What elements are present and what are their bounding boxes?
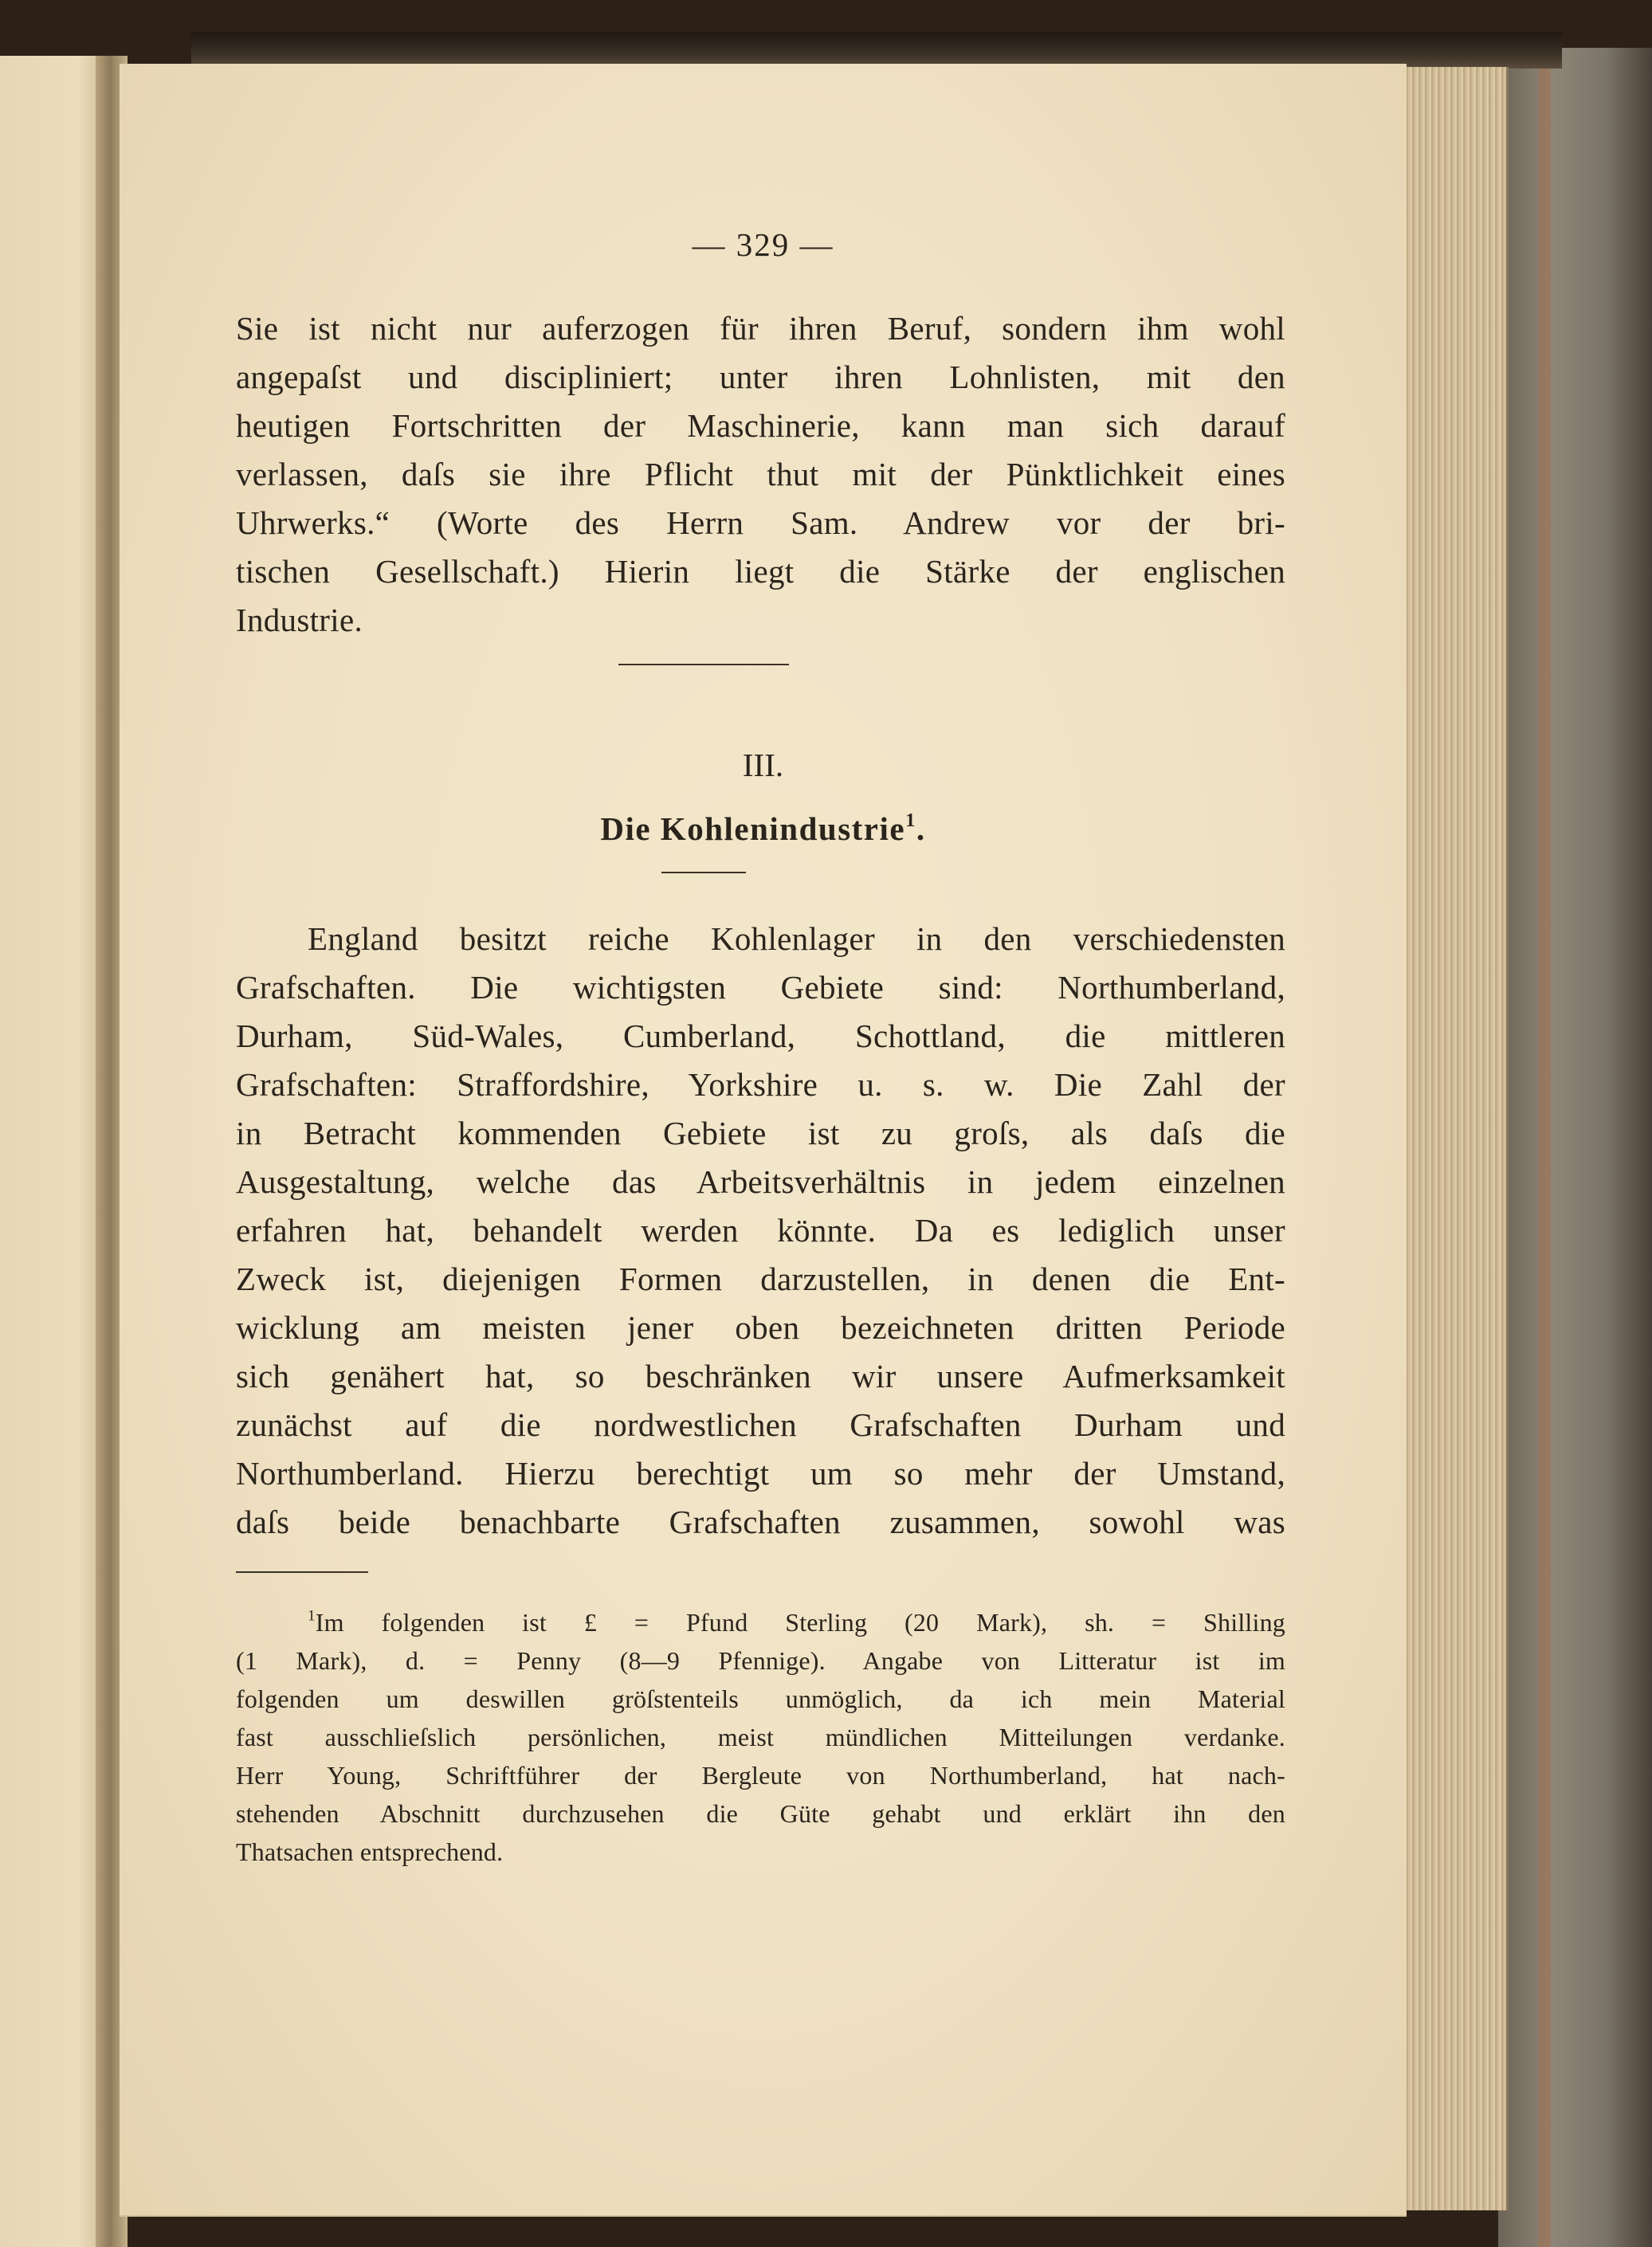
text-line: Durham, Süd-Wales, Cumberland, Schottland, die mittleren [236, 1018, 1285, 1054]
text-line: Grafschaften: Straffordshire, Yorkshire u. s. w. Die Zahl der [236, 1066, 1285, 1103]
text-line: England besitzt reiche Kohlenlager in den verschiedensten [308, 920, 1285, 957]
footnote-line: Herr Young, Schriftführer der Bergleute von Northumberland, hat nach- [236, 1761, 1285, 1790]
footnote-line: stehenden Abschnitt durchzusehen die Güte gehabt und erklärt ihn den [236, 1799, 1285, 1828]
footnote-line: folgenden um deswillen gröſstenteils unmöglich, da ich mein Material [236, 1684, 1285, 1713]
text-line: in Betracht kommenden Gebiete ist zu groſs, als daſs die [236, 1115, 1285, 1151]
text-line: wicklung am meisten jener oben bezeichneten dritten Periode [236, 1309, 1285, 1346]
text-line: erfahren hat, behandelt werden könnte. Da es lediglich unser [236, 1212, 1285, 1249]
text-line: tischen Gesellschaft.) Hierin liegt die Stärke der englischen [236, 553, 1285, 590]
section-title-text: Die Kohlenindustrie [600, 810, 906, 847]
footnote-reference: 1 [905, 809, 916, 831]
footnote-mark: 1 [308, 1607, 316, 1625]
text-line: daſs beide benachbarte Grafschaften zusammen, sowohl was [236, 1504, 1285, 1540]
text-line: Uhrwerks.“ (Worte des Herrn Sam. Andrew vor der bri- [236, 504, 1285, 541]
left-page-edge [0, 56, 112, 2247]
text-line: Industrie. [236, 602, 363, 638]
footnote-divider [236, 1571, 368, 1573]
page-content [120, 64, 1407, 2215]
text-line: Northumberland. Hierzu berechtigt um so mehr der Umstand, [236, 1455, 1285, 1492]
footnote-line-text: Im folgenden ist £ = Pfund Sterling (20 Mark), sh. = Shilling [315, 1608, 1285, 1637]
footnote-line: (1 Mark), d. = Penny (8—9 Pfennige). Angabe von Litteratur ist im [236, 1646, 1285, 1675]
title-divider [661, 872, 746, 873]
section-title [120, 808, 1407, 849]
footnote-line [308, 1605, 1285, 1640]
text-line: angepaſst und discipliniert; unter ihren Lohnlisten, mit den [236, 359, 1285, 395]
text-line: verlassen, daſs sie ihre Pflicht thut mit der Pünktlichkeit eines [236, 456, 1285, 492]
cover-edge [1538, 48, 1551, 2247]
text-line: sich genähert hat, so beschränken wir unsere Aufmerksamkeit [236, 1358, 1285, 1394]
page-edges [1403, 67, 1509, 2210]
footnote-line: fast ausschlieſslich persönlichen, meist mündlichen Mitteilungen verdanke. [236, 1723, 1285, 1751]
section-title-suffix: . [916, 810, 926, 847]
text-line: Grafschaften. Die wichtigsten Gebiete sind: Northumberland, [236, 969, 1285, 1006]
text-line: Ausgestaltung, welche das Arbeitsverhältnis in jedem einzelnen [236, 1163, 1285, 1200]
book-cover-right [1498, 48, 1652, 2247]
section-divider [618, 664, 789, 665]
text-line: heutigen Fortschritten der Maschinerie, kann man sich darauf [236, 407, 1285, 444]
section-number: III. [742, 747, 784, 783]
text-line: Zweck ist, diejenigen Formen darzustellen, in denen die Ent- [236, 1261, 1285, 1297]
page-number: — 329 — [692, 226, 834, 263]
text-line: Sie ist nicht nur auferzogen für ihren Beruf, sondern ihm wohl [236, 310, 1285, 347]
text-line: zunächst auf die nordwestlichen Grafschaften Durham und [236, 1406, 1285, 1443]
footnote-line: Thatsachen entsprechend. [236, 1837, 504, 1866]
